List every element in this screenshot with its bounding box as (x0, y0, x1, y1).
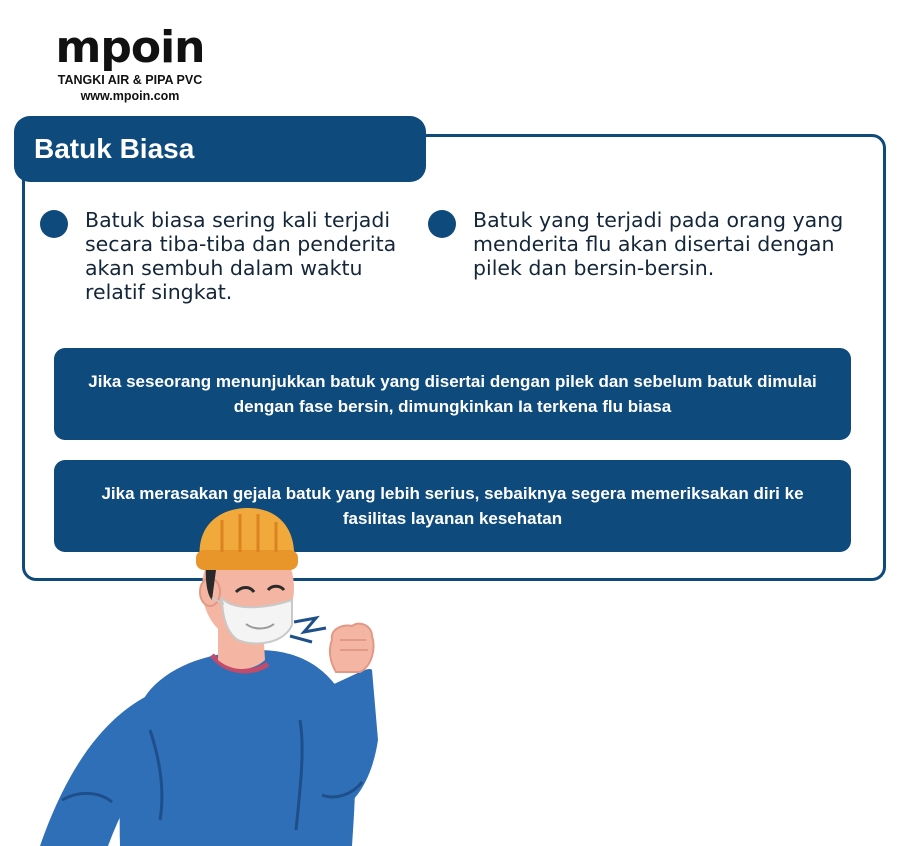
note-text: Jika merasakan gejala batuk yang lebih serius, sebaiknya segera memeriksakan diri ke fasilitas layanan kesehatan (101, 484, 804, 528)
bullet-item (428, 208, 848, 280)
bullet-item (40, 208, 422, 304)
bullet-dot-icon (40, 210, 68, 238)
bullet-text: Batuk yang terjadi pada orang yang menderita flu akan disertai dengan pilek dan bersin-bersin. (473, 208, 844, 280)
bullet-text: Batuk biasa sering kali terjadi secara tiba-tiba dan penderita akan sembuh dalam waktu relatif singkat. (85, 208, 397, 304)
section-header (14, 116, 426, 182)
brand-logo (40, 22, 220, 104)
bullet-dot-icon (428, 210, 456, 238)
section-title: Batuk Biasa (34, 133, 195, 164)
note-text: Jika seseorang menunjukkan batuk yang disertai dengan pilek dan sebelum batuk dimulai dengan fase bersin, dimungkinkan Ia terkena flu biasa (88, 372, 817, 416)
brand-url: www.mpoin.com (80, 89, 180, 103)
coughing-man-illustration-icon (0, 500, 420, 846)
note-box (54, 348, 851, 440)
brand-tagline: TANGKI AIR & PIPA PVC (57, 73, 203, 87)
brand-name: mpoin (55, 22, 205, 73)
